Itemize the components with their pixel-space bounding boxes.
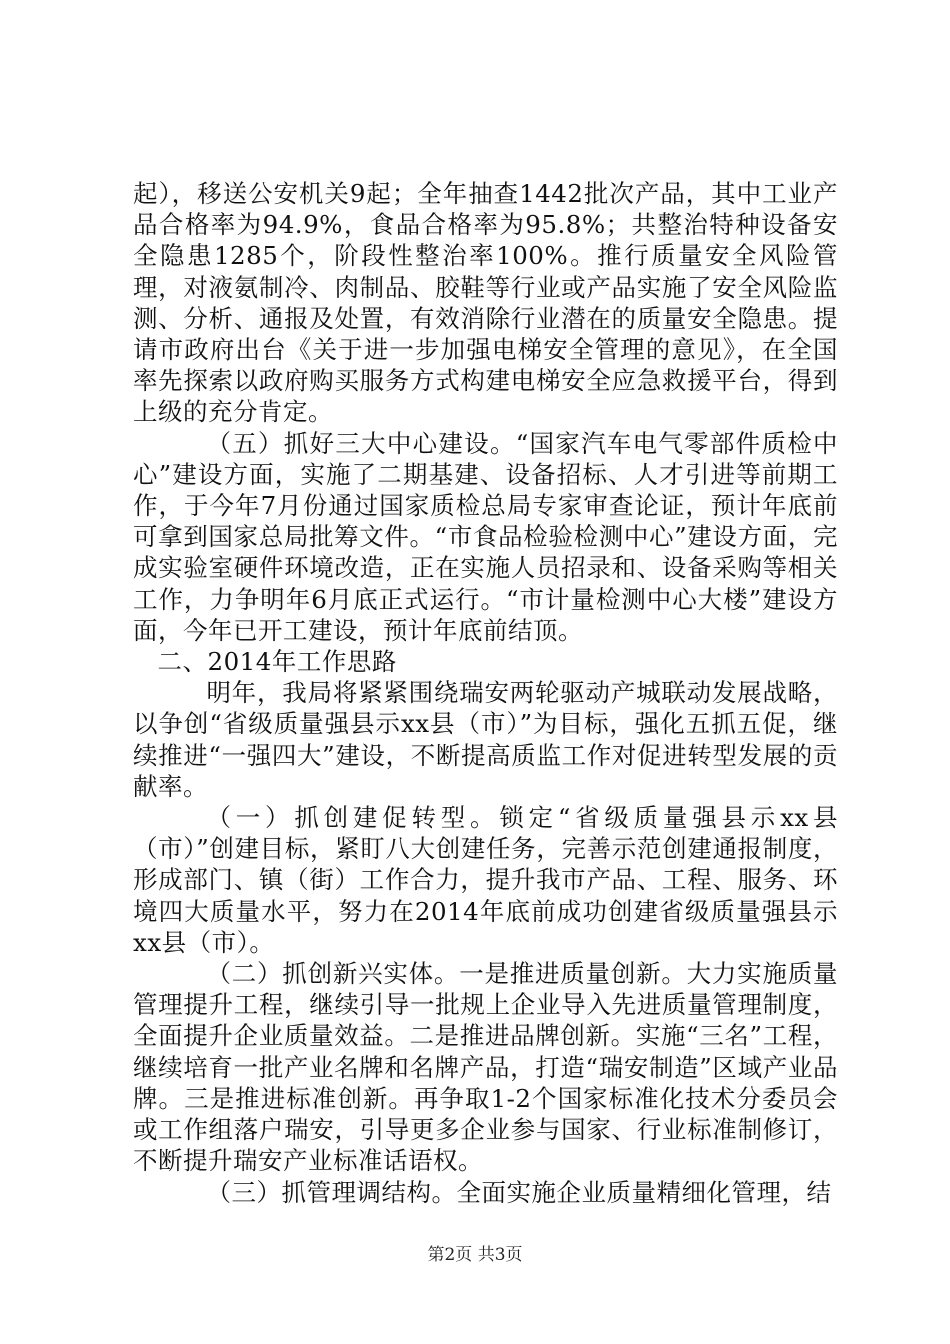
page-number-label: 第2页 共3页: [427, 1245, 523, 1265]
page-footer: [0, 1240, 950, 1265]
paragraph-next-year-goals: 明年，我局将紧紧围绕瑞安两轮驱动产城联动发展战略，以争创“省级质量强县示xx县（市）”为目标，强化五抓五促，继续推进“一强四大”建设，不断提高质监工作对促进转型发展的贡献率。: [133, 678, 838, 801]
paragraph-item-2-innovation: （二）抓创新兴实体。一是推进质量创新。大力实施质量管理提升工程，继续引导一批规上企业导入先进质量管理制度，全面提升企业质量效益。二是推进品牌创新。实施“三名”工程，继续培育一批产业名牌和名牌产品，打造“瑞安制造”区域产业品牌。三是推进标准创新。再争取1-2个国家标准化技术分委员会或工作组落户瑞安，引导更多企业参与国家、行业标准制修订，不断提升瑞安产业标准话语权。: [133, 959, 838, 1176]
paragraph-three-centers: （五）抓好三大中心建设。“国家汽车电气零部件质检中心”建设方面，实施了二期基建、设备招标、人才引进等前期工作，于今年7月份通过国家质检总局专家审查论证，预计年底前可拿到国家总局批筹文件。“市食品检验检测中心”建设方面，完成实验室硬件环境改造，正在实施人员招录和、设备采购等相关工作，力争明年6月底正式运行。“市计量检测中心大楼”建设方面，今年已开工建设，预计年底前结顶。: [133, 428, 838, 645]
document-body: [133, 178, 838, 1208]
paragraph-quality-safety-results: 起），移送公安机关9起；全年抽查1442批次产品，其中工业产品合格率为94.9%，食品合格率为95.8%；共整治特种设备安全隐患1285个，阶段性整治率100%。推行质量安全风险管理，对液氨制冷、肉制品、胶鞋等行业或产品实施了安全风险监测、分析、通报及处置，有效消除行业潜在的质量安全隐患。提请市政府出台《关于进一步加强电梯安全管理的意见》，在全国率先探索以政府购买服务方式构建电梯安全应急救援平台，得到上级的充分肯定。: [133, 179, 838, 427]
section-heading-2014-work-plan: 二、2014年工作思路: [157, 647, 397, 677]
paragraph-item-3-management: （三）抓管理调结构。全面实施企业质量精细化管理，结: [206, 1177, 832, 1207]
paragraph-item-1-creation: （一）抓创建促转型。锁定“省级质量强县示xx县（市）”创建目标，紧盯八大创建任务，完善示范创建通报制度，形成部门、镇（街）工作合力，提升我市产品、工程、服务、环境四大质量水平，努力在2014年底前成功创建省级质量强县示xx县（市）。: [133, 803, 838, 957]
